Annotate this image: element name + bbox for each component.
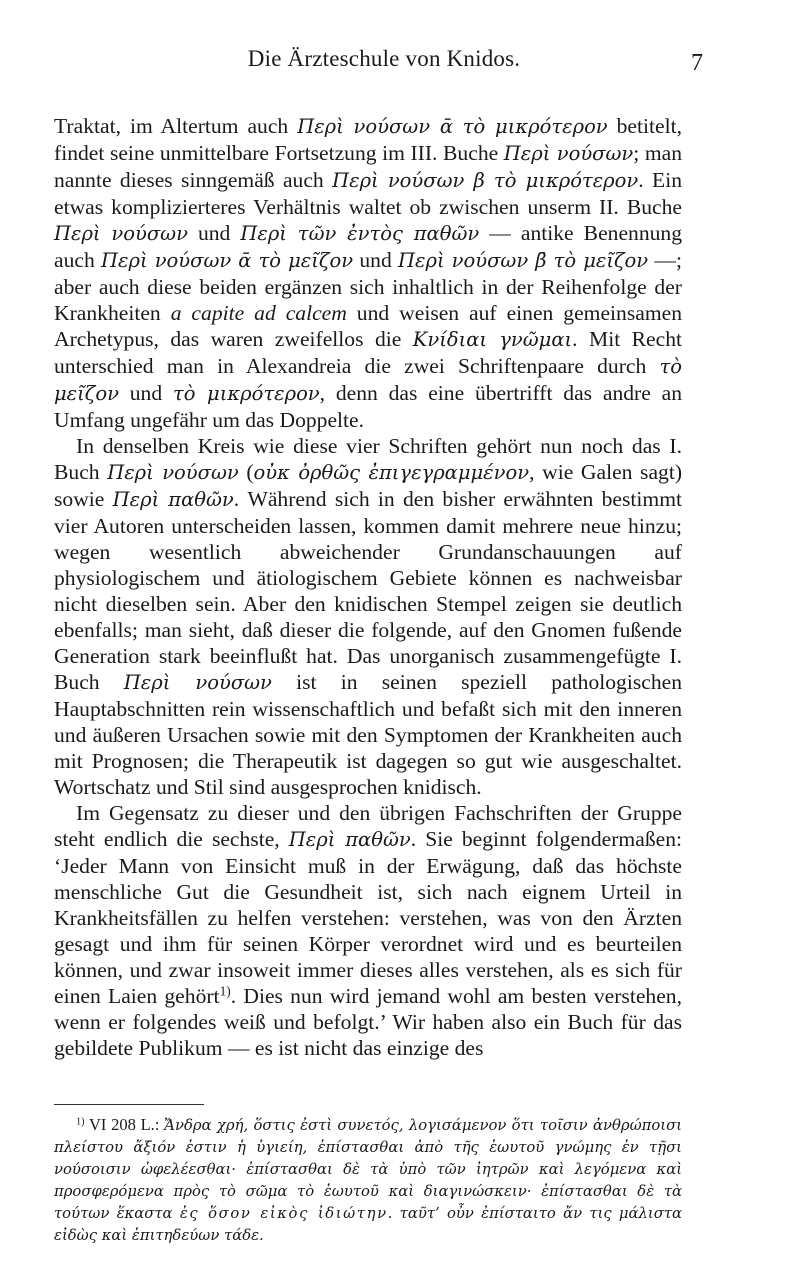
text-run: ist in seinen speziell pathologischen Hauptabschnitten rein wissenschaftlich und befaßt sich mit den inneren und äußeren Ursachen sowie mit den Symptomen der Krankheiten auch mit Prognosen; die Therapeutik ist dagegen so gut wie ausgeschaltet. Wortschatz und Stil sind ausgesprochen knidisch. (54, 670, 682, 799)
greek-text: ἐς ὅσον εἰκὸς ἰδιώτην (179, 1205, 388, 1222)
paragraph-2 (54, 433, 682, 800)
text-run: . Während sich in den bisher erwähnten bestimmt vier Autoren unterscheiden lassen, kommen damit mehrere neue hinzu; wegen wesentlich abweichender Grundanschauungen auf physiologischem und ätiologischem Gebiete können es nachweisbar nicht dieselben sein. Aber den knidischen Stempel zeigen sie deutlich ebenfalls; man sieht, daß dieser die folgende, auf den Gnomen fußende Generation stark beeinflußt hat. Das unorganisch zusammengefügte I. Buch (54, 487, 682, 694)
text-run: VI 208 L.: (84, 1115, 165, 1134)
greek-text: τὸ μικρότερον (172, 382, 320, 405)
text-run: und (118, 381, 173, 405)
text-run: . Dies nun wird jemand wohl am besten verstehen, wenn er folgendes weiß und befolgt.’ Wir haben also ein Buch für das gebildete Publikum — es ist nicht das einzige des (54, 984, 682, 1060)
greek-text: τὸ μεῖζον (54, 355, 682, 405)
text-run: ( (238, 460, 254, 484)
greek-text: Περὶ νούσων (54, 222, 188, 245)
greek-text: Περὶ νούσων ᾱ τὸ μικρότερον (297, 115, 608, 138)
running-title: Die Ärzteschule von Knidos. (247, 46, 521, 71)
text-run: und weisen auf einen gemeinsamen Archetypus, das waren zweifellos die (54, 301, 683, 351)
text-run: In denselben Kreis wie diese vier Schriften gehört nun noch das I. Buch (54, 434, 682, 484)
greek-text: Περὶ νούσων (503, 142, 634, 165)
footnote-1 (54, 1114, 682, 1246)
body-text (54, 113, 682, 1061)
latin-phrase: a capite ad calcem (170, 301, 347, 325)
greek-text: Περὶ νούσων β τὸ μικρότερον (332, 169, 639, 192)
text-run: , denn das eine übertrifft das andre an Umfang ungefähr um das Doppelte. (54, 381, 682, 432)
footnotes (54, 1114, 682, 1246)
text-run: betitelt, findet seine unmittelbare Fortsetzung im III. Buche (54, 114, 682, 165)
greek-text: Ἄνδρα χρή, ὅστις ἐστὶ συνετός, λογισάμενον ὅτι τοῖσιν ἀνθρώποισι πλείστου ἄξιόν ἐστιν ἡ ὑγιείη, ἐπίστασθαι ἀπὸ τῆς ἑωυτοῦ γνώμης ἐν τῇσι νούσοισιν ὠφελέεσθαι· ἐπίστασθαι δὲ τὰ ὑπὸ τῶν ἰητρῶν καὶ λεγόμενα καὶ προσφερόμενα πρὸς τὸ σῶμα τὸ ἑωυτοῦ καὶ διαγινώσκειν· ἐπίστασθαι δὲ τὰ τούτων ἕκαστα (54, 1117, 682, 1222)
footnote-marker: 1) (219, 983, 231, 999)
text-run: Im Gegensatz zu dieser und den übrigen Fachschriften der Gruppe steht endlich die sechste, (54, 801, 682, 851)
paragraph-1 (54, 113, 682, 433)
running-header (70, 46, 703, 80)
footnote-divider (54, 1104, 204, 1105)
greek-text: Κνίδιαι γνῶμαι (412, 328, 573, 351)
greek-text: Περὶ τῶν ἐντὸς παθῶν (240, 222, 480, 245)
greek-text: Περὶ παθῶν (288, 828, 411, 851)
greek-text: Περὶ νούσων (123, 671, 272, 694)
text-run: ; man nannte dieses sinngemäß auch (54, 141, 683, 192)
greek-text: Περὶ νούσων ᾱ τὸ μεῖζον (101, 249, 354, 272)
text-run: . Mit Recht unterschied man in Alexandreia die zwei Schriftenpaare durch (54, 327, 683, 378)
text-run: und (353, 248, 399, 272)
text-run: — antike Benennung auch (54, 221, 683, 272)
greek-text: . ταῦτ’ οὖν ἐπίσταιτο ἄν τις μάλιστα εἰδὼς καὶ ἐπιτηδεύων τάδε. (54, 1205, 682, 1244)
text-run: —; aber auch diese beiden ergänzen sich inhaltlich in der Reihenfolge der Krankheiten (54, 248, 683, 325)
page-number: 7 (691, 50, 703, 76)
greek-text: Περὶ νούσων β̄ τὸ μεῖζον (398, 249, 649, 272)
text-run: . Ein etwas komplizierteres Verhältnis waltet ob zwischen unserm II. Buche (54, 168, 682, 219)
footnote-marker: 1) (76, 1116, 85, 1128)
greek-text: Περὶ νούσων (107, 461, 239, 484)
text-run: und (187, 221, 241, 245)
greek-text: οὐκ ὀρθῶς ἐπιγεγραμμένον (253, 461, 530, 484)
greek-text: Περὶ παθῶν (112, 488, 234, 511)
text-run: . Sie beginnt folgendermaßen: ‘Jeder Mann von Einsicht muß in der Erwägung, daß das höchste menschliche Gut die Gesundheit ist, sich nach eignem Urteil in Krankheitsfällen zu helfen verstehen: verstehen, was von den Ärzten gesagt und ihm für seinen Körper verordnet wird und es beurteilen können, und zwar insoweit immer dieses alles verstehen, als es sich für einen Laien gehört (54, 827, 682, 1008)
text-run: Traktat, im Altertum auch (54, 114, 298, 138)
text-run: , wie Galen sagt) sowie (54, 460, 683, 511)
paragraph-3 (54, 800, 682, 1061)
